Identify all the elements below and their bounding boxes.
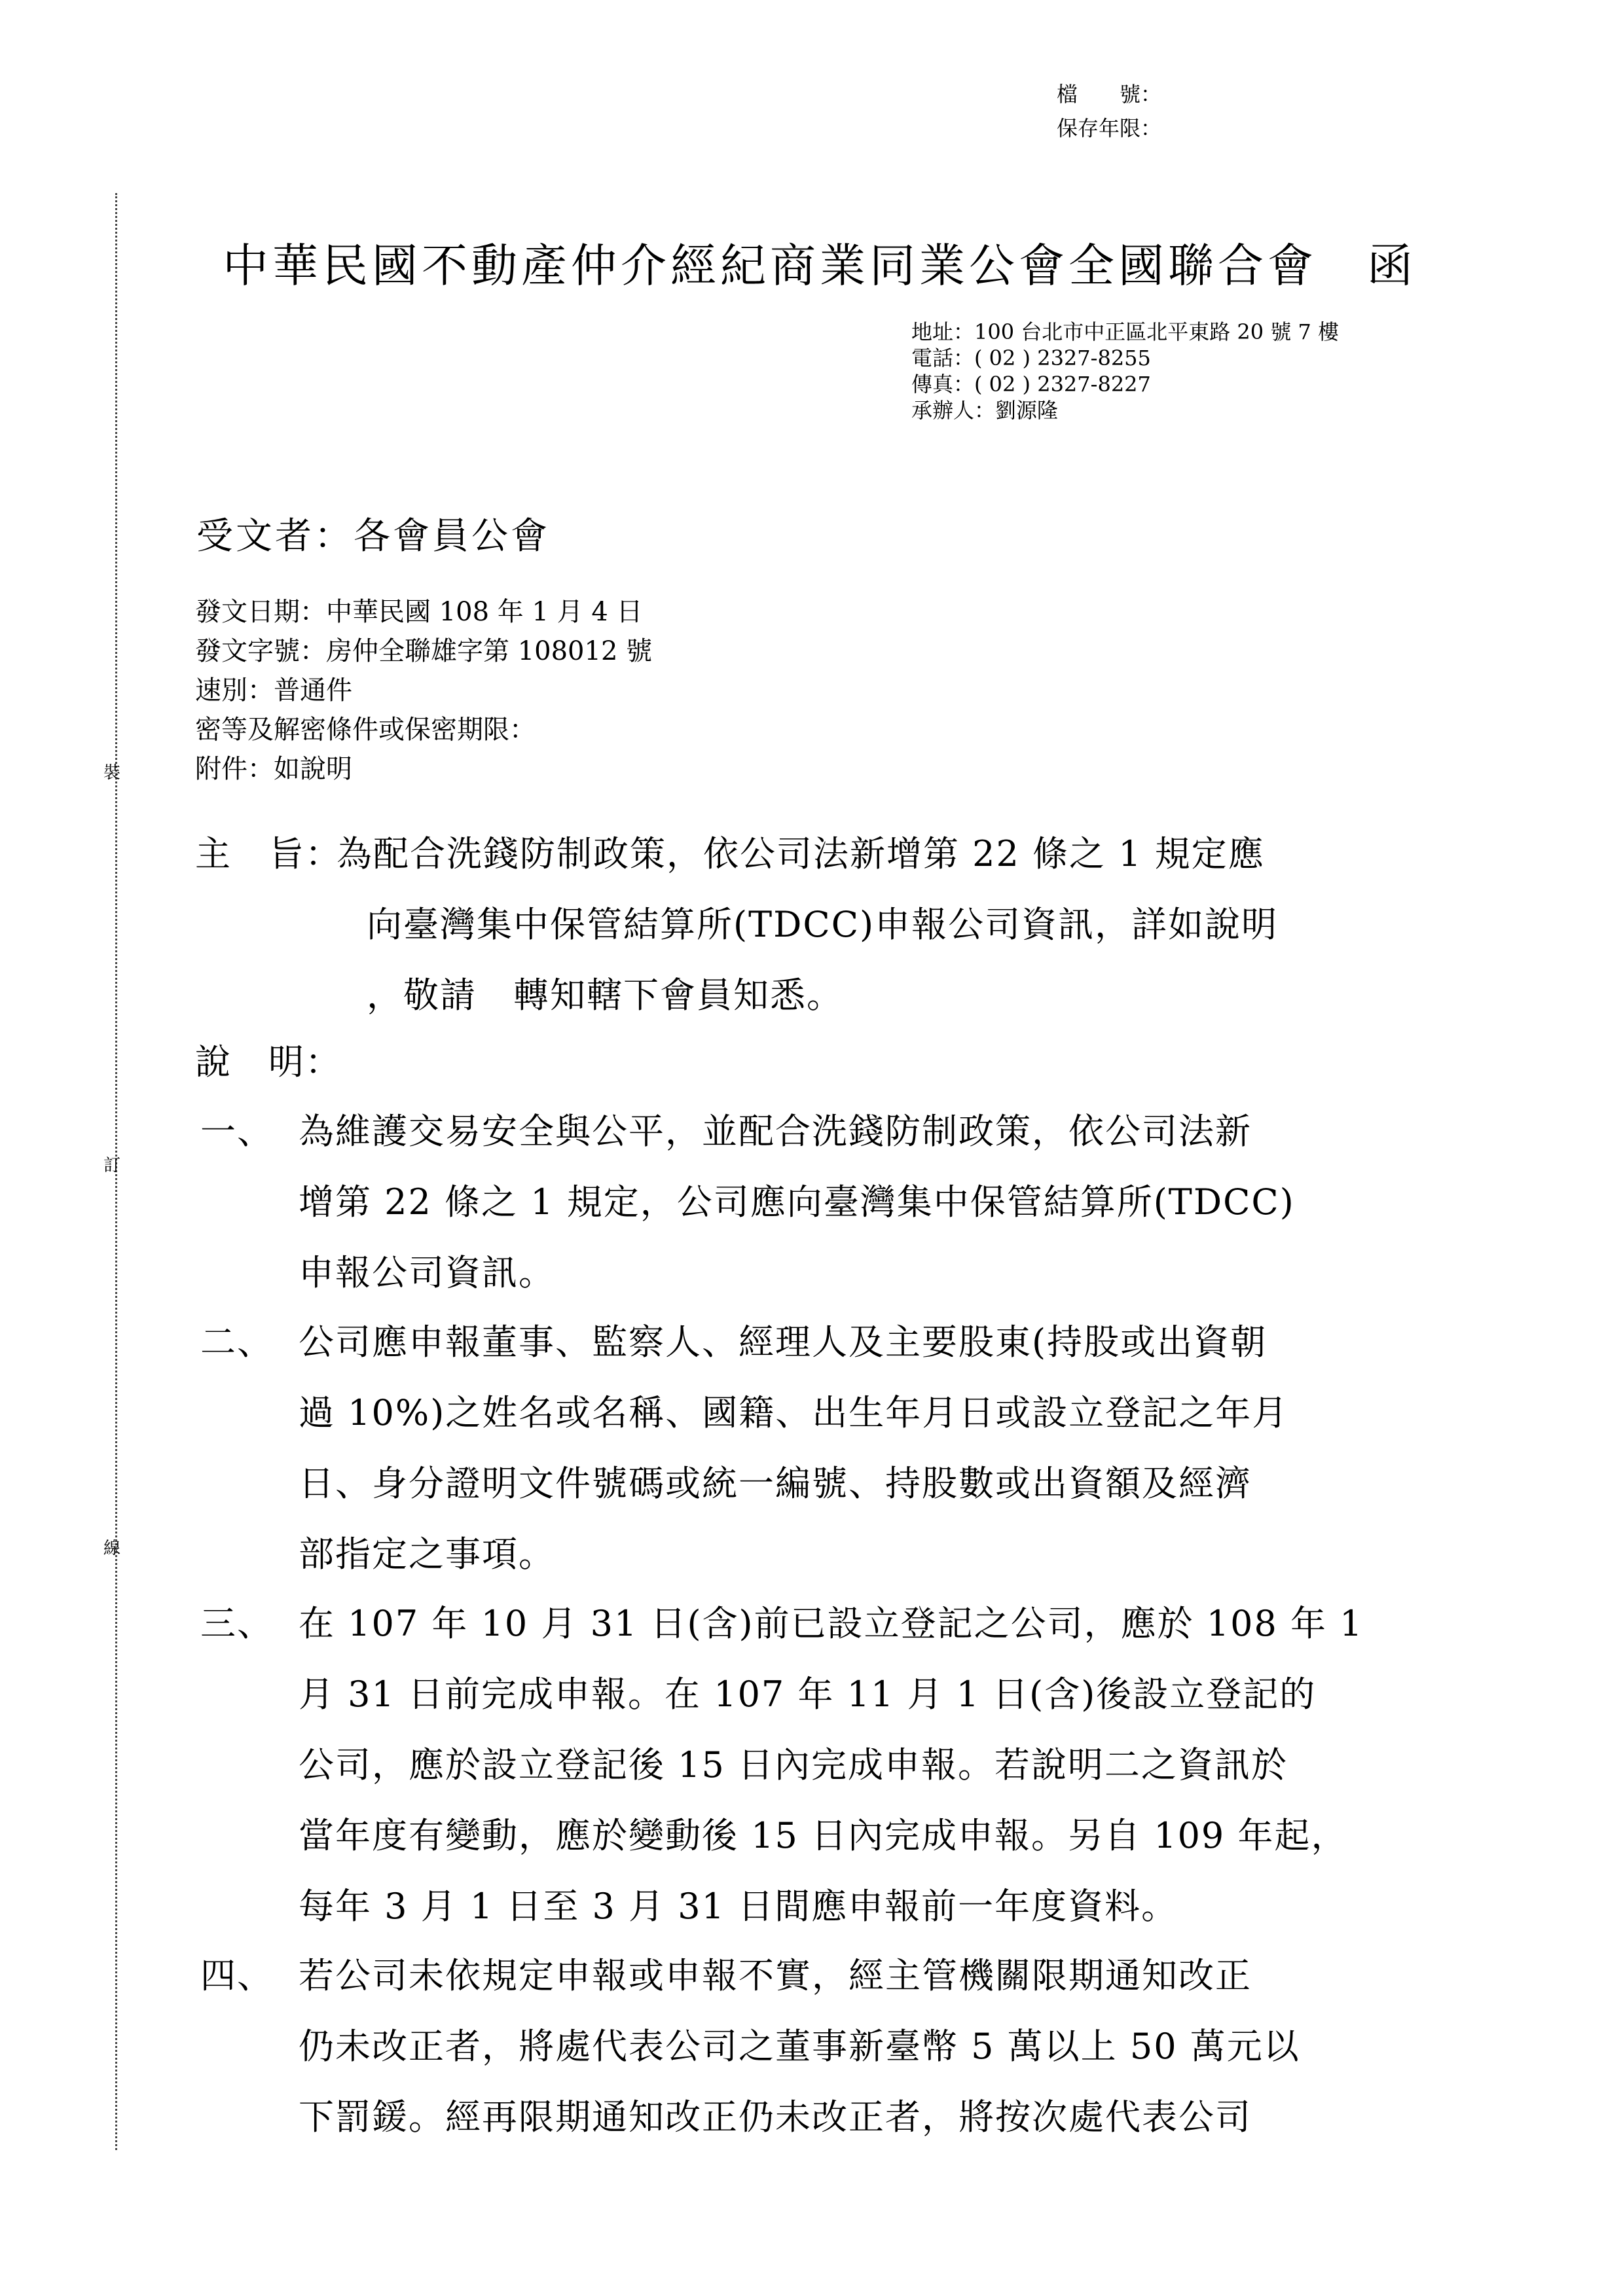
item-line: 若公司未依規定申報或申報不實，經主管機關限期通知改正 — [299, 1955, 1252, 1996]
issue-date: 發文日期：中華民國 108 年 1 月 4 日 — [195, 597, 643, 627]
handler: 承辦人：劉源隆 — [911, 398, 1059, 423]
explanation-label: 說 明： — [195, 1041, 342, 1083]
item-line: 部指定之事項。 — [299, 1534, 555, 1575]
item-line: 申報公司資訊。 — [299, 1252, 555, 1293]
fax: 傳真：( 02 ) 2327-8227 — [911, 372, 1151, 397]
item-line: 日、身分證明文件號碼或統一編號、持股數或出資額及經濟 — [299, 1463, 1252, 1504]
item-number: 四、 — [200, 1955, 274, 1996]
subject-label: 主 旨： — [195, 833, 342, 874]
item-line: 下罰鍰。經再限期通知改正仍未改正者，將按次處代表公司 — [299, 2096, 1252, 2138]
margin-mark-line: 線 — [103, 1539, 121, 1558]
recipient: 受文者：各會員公會 — [196, 515, 550, 558]
phone: 電話：( 02 ) 2327-8255 — [911, 346, 1151, 370]
item-line: 當年度有變動，應於變動後 15 日內完成申報。另自 109 年起， — [299, 1815, 1348, 1856]
item-number: 三、 — [200, 1603, 274, 1644]
item-line: 增第 22 條之 1 規定，公司應向臺灣集中保管結算所(TDCC) — [299, 1181, 1295, 1223]
document-title: 中華民國不動產仲介經紀商業同業公會全國聯合會 函 — [223, 239, 1417, 293]
item-line: 月 31 日前完成申報。在 107 年 11 月 1 日(含)後設立登記的 — [299, 1674, 1317, 1715]
item-line: 仍未改正者，將處代表公司之董事新臺幣 5 萬以上 50 萬元以 — [299, 2026, 1300, 2067]
subject-line: 向臺灣集中保管結算所(TDCC)申報公司資訊，詳如說明 — [367, 904, 1279, 945]
retention-period-label: 保存年限： — [1057, 116, 1162, 141]
item-line: 公司，應於設立登記後 15 日內完成申報。若說明二之資訊於 — [299, 1744, 1288, 1785]
attachment: 附件：如說明 — [195, 754, 352, 784]
item-number: 二、 — [200, 1321, 274, 1363]
item-line: 公司應申報董事、監察人、經理人及主要股東(持股或出資朝 — [299, 1321, 1267, 1363]
margin-mark-bind: 裝 — [103, 763, 121, 783]
subject-line: 為配合洗錢防制政策，依公司法新增第 22 條之 1 規定應 — [337, 833, 1265, 874]
item-line: 在 107 年 10 月 31 日(含)前已設立登記之公司，應於 108 年 1 — [299, 1603, 1364, 1644]
speed-class: 速別：普通件 — [195, 675, 352, 706]
issue-number: 發文字號：房仲全聯雄字第 108012 號 — [195, 636, 653, 666]
item-line: 過 10%)之姓名或名稱、國籍、出生年月日或設立登記之年月 — [299, 1392, 1289, 1433]
item-line: 每年 3 月 1 日至 3 月 31 日間應申報前一年度資料。 — [299, 1886, 1178, 1927]
file-number-label: 檔 號： — [1057, 82, 1162, 107]
item-line: 為維護交易安全與公平，並配合洗錢防制政策，依公司法新 — [299, 1111, 1252, 1152]
item-number: 一、 — [200, 1111, 274, 1152]
address: 地址：100 台北市中正區北平東路 20 號 7 樓 — [911, 319, 1340, 344]
subject-line: ，敬請 轉知轄下會員知悉。 — [367, 975, 843, 1016]
margin-mark-staple: 訂 — [103, 1156, 121, 1175]
secrecy-level: 密等及解密條件或保密期限： — [195, 715, 536, 745]
